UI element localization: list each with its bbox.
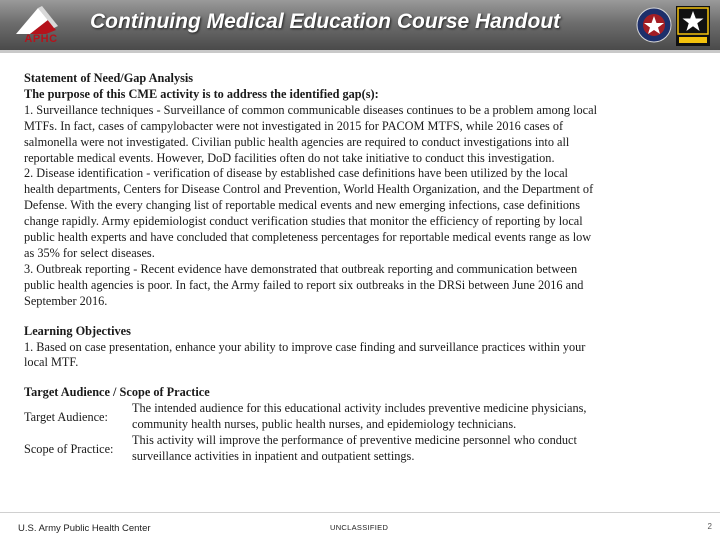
- target-audience-label: Target Audience:: [24, 410, 108, 425]
- army-star-icon: [676, 6, 710, 46]
- page-number: 2: [707, 522, 712, 531]
- gap-item-3: 3. Outbreak reporting - Recent evidence have demonstrated that outbreak reporting and communication between public health agencies is poor. In fact, the Army failed to report six outbreaks in the DRSi between June 2016 and September 2016.: [24, 261, 584, 308]
- footer-org: U.S. Army Public Health Center: [18, 523, 151, 534]
- purpose-line: The purpose of this CME activity is to address the identified gap(s):: [24, 86, 379, 101]
- objectives-heading: Learning Objectives: [24, 323, 131, 338]
- audience-section: [24, 385, 696, 465]
- scope-of-practice-text: This activity will improve the performance of preventive medicine personnel who conduct surveillance activities in inpatient and outpatient settings.: [132, 433, 577, 464]
- aphc-logo-text: APHC: [24, 33, 58, 45]
- footer-divider: [0, 512, 720, 513]
- need-section: [24, 71, 696, 310]
- classification-label: UNCLASSIFIED: [330, 523, 389, 532]
- gap-item-1: 1. Surveillance techniques - Surveillance of common communicable diseases continues to be a problem among local MTFs. In fact, cases of campylobacter were not investigated in 2015 for PACOM MTFS, while 2016 cases of salmonella were not investigated. Civilian public health agencies are required to conduct investigations into all reportable medical events. However, DoD facilities often do not take initiative to conduct this investigation.: [24, 102, 597, 165]
- need-heading: Statement of Need/Gap Analysis: [24, 71, 194, 85]
- objective-item-1: 1. Based on case presentation, enhance your ability to improve case finding and surveillance practices within your local MTF.: [24, 339, 586, 370]
- gap-item-2: 2. Disease identification - verification of disease by established case definitions have been utilized by the local health departments, Centers for Disease Control and Prevention, World Health Organization, and the Department of Defense. With the every changing list of reportable medical events and new emerging infections, case definitions change rapidly. Army epidemiologist conduct verification studies that monitor the efficiency of reporting by local public health experts and have concluded that completeness percentages for reportable medical events range as low as 35% for select diseases.: [24, 166, 594, 260]
- header-divider: [0, 50, 720, 53]
- objectives-section: [24, 324, 696, 372]
- scope-of-practice-row: [24, 433, 696, 465]
- page-title: Continuing Medical Education Course Handout: [90, 10, 561, 33]
- target-audience-text: The intended audience for this educational activity includes preventive medicine physicians, community health nurses, public health nurses, and epidemiology technicians.: [132, 401, 587, 432]
- audience-heading: Target Audience / Scope of Practice: [24, 385, 210, 400]
- handout-body: [24, 71, 696, 465]
- target-audience-row: [24, 401, 696, 433]
- scope-of-practice-label: Scope of Practice:: [24, 442, 114, 457]
- seal-icon: [636, 7, 672, 43]
